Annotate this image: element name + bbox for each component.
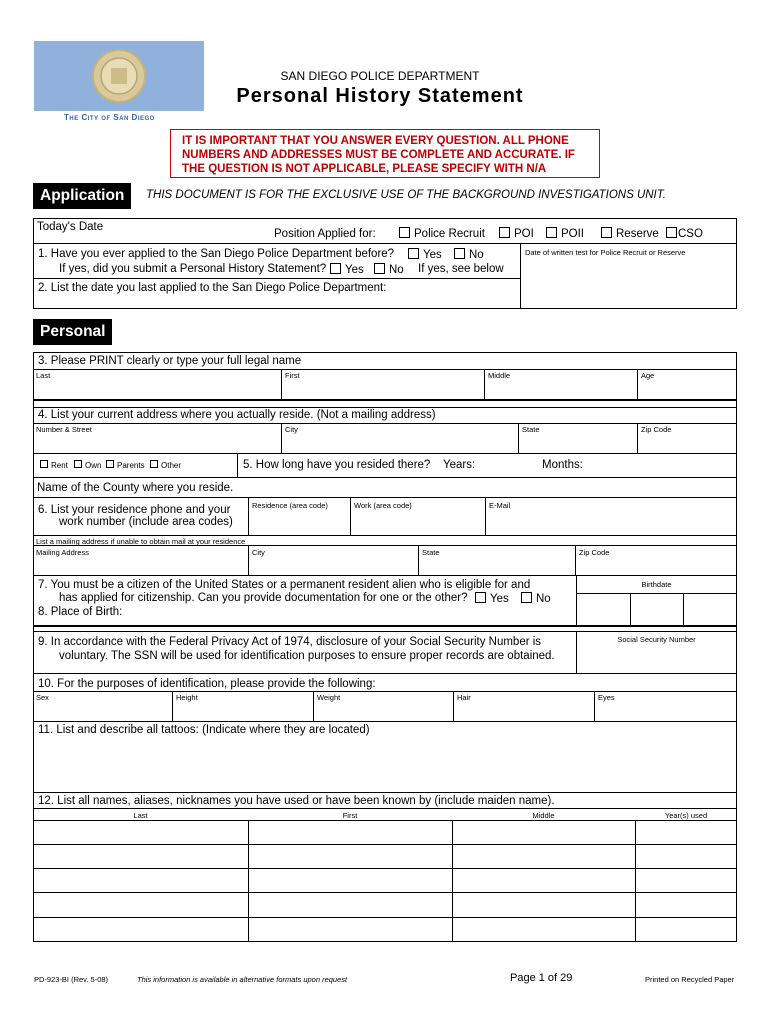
checkbox[interactable] bbox=[106, 460, 114, 468]
alias-row[interactable] bbox=[33, 892, 737, 893]
checkbox[interactable] bbox=[546, 227, 557, 238]
position-label: Position Applied for: bbox=[274, 228, 376, 240]
name-last-field[interactable]: Last bbox=[36, 371, 51, 380]
q2-text: 2. List the date you last applied to the San Diego Police Department: bbox=[38, 282, 387, 294]
checkbox[interactable] bbox=[150, 460, 158, 468]
q7-yes[interactable]: Yes bbox=[475, 592, 509, 605]
department-name: SAN DIEGO POLICE DEPARTMENT bbox=[280, 69, 480, 83]
eyes-field[interactable]: Eyes bbox=[598, 693, 615, 702]
street-field[interactable]: Number & Street bbox=[36, 425, 92, 434]
warning-line-1: IT IS IMPORTANT THAT YOU ANSWER EVERY QUESTION. ALL PHONE bbox=[182, 135, 569, 147]
alias-row[interactable] bbox=[33, 917, 737, 918]
warning-line-2: NUMBERS AND ADDRESSES MUST BE COMPLETE AND ACCURATE. IF bbox=[182, 149, 575, 161]
alt-formats-note: This information is available in alternative formats upon request bbox=[137, 975, 348, 984]
mailing-city-field[interactable]: City bbox=[252, 548, 265, 557]
checkbox[interactable] bbox=[521, 592, 532, 603]
page-number: Page 1 of 29 bbox=[510, 972, 573, 984]
checkbox[interactable] bbox=[601, 227, 612, 238]
checkbox[interactable] bbox=[499, 227, 510, 238]
position-poi[interactable]: POI bbox=[499, 227, 534, 240]
application-tab: Application bbox=[33, 183, 131, 209]
age-field[interactable]: Age bbox=[641, 371, 655, 380]
state-field[interactable]: State bbox=[522, 425, 540, 434]
aliases-header-first: First bbox=[342, 811, 358, 820]
q9-line-2: voluntary. The SSN will be used for identification purposes to ensure proper records are obtained. bbox=[59, 650, 555, 662]
aliases-header-years: Year(s) used bbox=[664, 811, 708, 820]
q4-text: 4. List your current address where you actually reside. (Not a mailing address) bbox=[38, 409, 436, 421]
residence-own[interactable]: Own bbox=[74, 460, 101, 470]
q5-months[interactable]: Months: bbox=[542, 459, 583, 471]
q1-yes[interactable]: Yes bbox=[408, 248, 442, 261]
city-seal-icon bbox=[91, 48, 147, 104]
aliases-header-middle: Middle bbox=[532, 811, 555, 820]
q1b-text: If yes, did you submit a Personal History Statement? bbox=[59, 263, 327, 275]
name-first-field[interactable]: First bbox=[285, 371, 300, 380]
checkbox[interactable] bbox=[40, 460, 48, 468]
checkbox[interactable] bbox=[330, 263, 341, 274]
recycled-note: Printed on Recycled Paper bbox=[645, 975, 735, 984]
residence-other[interactable]: Other bbox=[150, 460, 181, 470]
exclusive-use-note: THIS DOCUMENT IS FOR THE EXCLUSIVE USE OF THE BACKGROUND INVESTIGATIONS UNIT. bbox=[146, 189, 666, 201]
written-test-date-label: Date of written test for Police Recruit or Reserve bbox=[525, 248, 686, 257]
checkbox[interactable] bbox=[374, 263, 385, 274]
position-reserve[interactable]: Reserve bbox=[601, 227, 659, 240]
city-logo-text: The City of San Diego bbox=[64, 113, 155, 122]
email-field[interactable]: E-Mail bbox=[489, 501, 511, 510]
ssn-field[interactable]: Social Security Number bbox=[617, 635, 696, 644]
residence-parents[interactable]: Parents bbox=[106, 460, 145, 470]
residence-rent[interactable]: Rent bbox=[40, 460, 68, 470]
warning-line-3: THE QUESTION IS NOT APPLICABLE, PLEASE SPECIFY WITH N/A bbox=[182, 163, 547, 175]
alias-row[interactable] bbox=[33, 868, 737, 869]
checkbox[interactable] bbox=[399, 227, 410, 238]
mailing-state-field[interactable]: State bbox=[422, 548, 440, 557]
residence-phone-field[interactable]: Residence (area code) bbox=[252, 501, 328, 510]
height-field[interactable]: Height bbox=[176, 693, 198, 702]
mailing-zip-field[interactable]: Zip Code bbox=[579, 548, 610, 557]
q1-text: 1. Have you ever applied to the San Diego Police Department before? bbox=[38, 248, 395, 260]
checkbox[interactable] bbox=[475, 592, 486, 603]
checkbox[interactable] bbox=[74, 460, 82, 468]
q7-line-1: 7. You must be a citizen of the United States or a permanent resident alien who is eligible for and bbox=[38, 579, 531, 591]
q12-text: 12. List all names, aliases, nicknames you have used or have been known by (include maiden name). bbox=[38, 795, 555, 807]
position-police-recruit[interactable]: Police Recruit bbox=[399, 227, 485, 240]
birthdate-field[interactable] bbox=[630, 593, 631, 625]
checkbox[interactable] bbox=[454, 248, 465, 259]
q1b-note: If yes, see below bbox=[418, 263, 504, 275]
city-field[interactable]: City bbox=[285, 425, 298, 434]
q7-line-2: has applied for citizenship. Can you provide documentation for one or the other? bbox=[59, 592, 468, 604]
alias-row[interactable] bbox=[33, 844, 737, 845]
personal-tab: Personal bbox=[33, 319, 112, 345]
mailing-address-field[interactable]: Mailing Address bbox=[36, 548, 89, 557]
warning-box bbox=[170, 129, 600, 178]
q6-line-1: 6. List your residence phone and your bbox=[38, 504, 231, 516]
hair-field[interactable]: Hair bbox=[457, 693, 471, 702]
name-middle-field[interactable]: Middle bbox=[488, 371, 511, 380]
form-id: PD-923-BI (Rev. 5-08) bbox=[34, 975, 109, 984]
q10-text: 10. For the purposes of identification, please provide the following: bbox=[38, 678, 376, 690]
q7-no[interactable]: No bbox=[521, 592, 551, 605]
q1-no[interactable]: No bbox=[454, 248, 484, 261]
position-poii[interactable]: POII bbox=[546, 227, 584, 240]
todays-date-label: Today's Date bbox=[37, 221, 104, 233]
position-cso[interactable]: CSO bbox=[666, 227, 703, 240]
q1b-no[interactable]: No bbox=[374, 263, 404, 276]
aliases-header-last: Last bbox=[133, 811, 148, 820]
checkbox[interactable] bbox=[408, 248, 419, 259]
work-phone-field[interactable]: Work (area code) bbox=[354, 501, 412, 510]
checkbox[interactable] bbox=[666, 227, 677, 238]
q1b-yes[interactable]: Yes bbox=[330, 263, 364, 276]
city-seal-band bbox=[34, 41, 204, 111]
weight-field[interactable]: Weight bbox=[317, 693, 341, 702]
sex-field[interactable]: Sex bbox=[36, 693, 49, 702]
q3-text: 3. Please PRINT clearly or type your full legal name bbox=[38, 355, 302, 367]
page-title: Personal History Statement bbox=[236, 85, 524, 107]
mailing-note: List a mailing address if unable to obtain mail at your residence bbox=[36, 537, 246, 546]
q11-text[interactable]: 11. List and describe all tattoos: (Indicate where they are located) bbox=[38, 724, 370, 736]
q5-text: 5. How long have you resided there? bbox=[243, 459, 431, 471]
zip-field[interactable]: Zip Code bbox=[641, 425, 672, 434]
county-label[interactable]: Name of the County where you reside. bbox=[37, 482, 234, 494]
q6-line-2: work number (include area codes) bbox=[59, 516, 233, 528]
q8-text[interactable]: 8. Place of Birth: bbox=[38, 606, 123, 618]
q5-years[interactable]: Years: bbox=[443, 459, 476, 471]
birthdate-label: Birthdate bbox=[641, 580, 672, 589]
q9-line-1: 9. In accordance with the Federal Privacy Act of 1974, disclosure of your Social Security Number is bbox=[38, 636, 542, 648]
